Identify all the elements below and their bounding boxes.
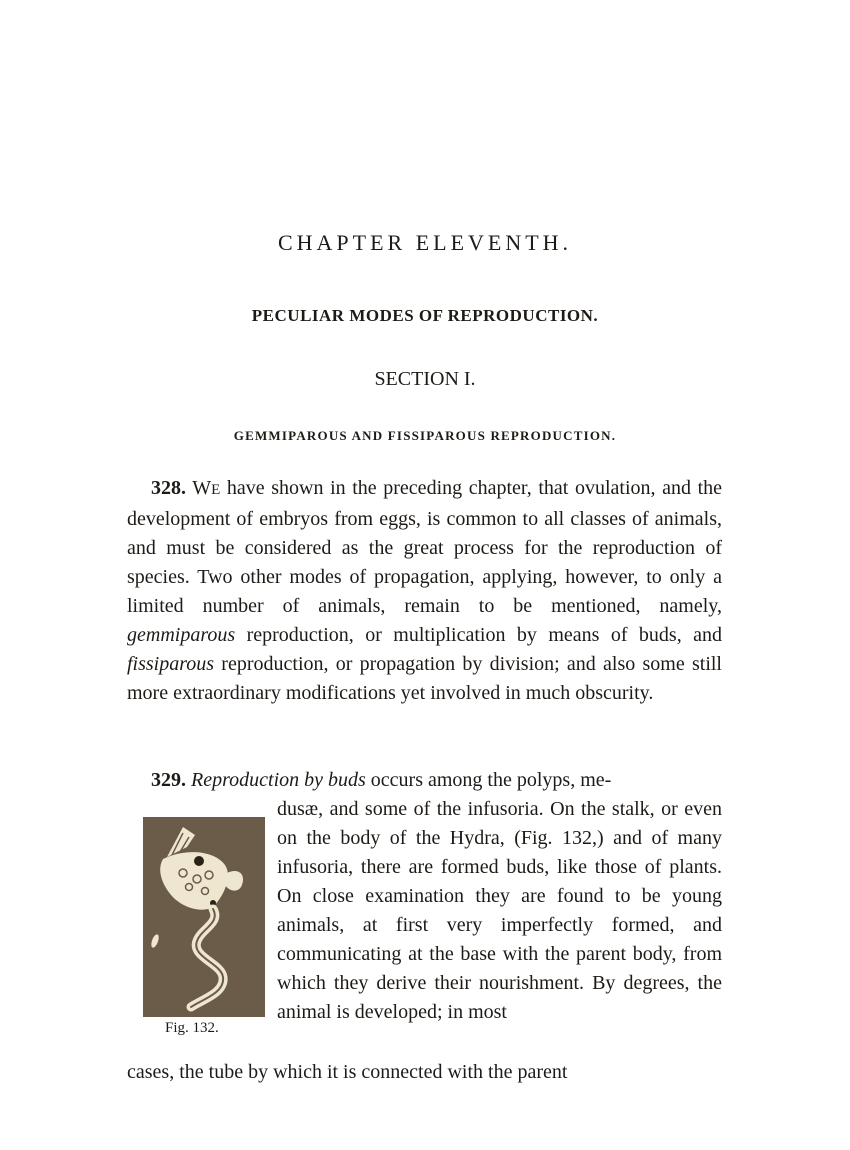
figure-caption: Fig. 132. [165,1020,219,1036]
chapter-subtitle: PECULIAR MODES OF REPRODUCTION. [251,306,599,325]
paragraph-text: occurs among the polyps, me- [365,769,612,791]
paragraph-text: have shown in the preceding chapter, that ovulation, and the development of embryos from eggs, is common to all classes of animals, and must be considered as the great process for the reproduction of species. Two other modes of propagation, applying, however, to only a limited number of animals, remain to be mentioned, namely, [127,477,723,617]
lead-small-caps: E [211,482,221,498]
hydra-illustration-icon [143,817,265,1017]
lead-cap: W [192,477,212,499]
paragraph-number: 328. [151,477,186,499]
paragraph-number: 329. [151,769,186,791]
italic-term: gemmiparous [127,624,236,646]
paragraph-329-wrapped-text: dusæ, and some of the infusoria. On the stalk, or even on the body of the Hydra, (Fig. 132,) and of many infusoria, there are formed buds, like those of plants. On close examination they are found to be young animals, at first very imperfectly formed, and communicating at the base with the parent body, from which they derive their nourishment. By degrees, the animal is developed; in most [277,798,722,1023]
paragraph-text: reproduction, or multiplication by means of buds, and [235,624,722,646]
paragraph-329-last-line: cases, the tube by which it is connected with the parent [127,1061,568,1083]
section-heading: SECTION I. [374,368,476,390]
paragraph-328 [127,474,722,708]
italic-term: Reproduction by buds [191,769,366,791]
paragraph-329-first-line [127,766,722,795]
section-subtitle: GEMMIPAROUS AND FISSIPAROUS REPRODUCTION. [233,428,617,443]
paragraph-text: reproduction, or propagation by division; and also some still more extraordinary modifications yet involved in much obscurity. [127,653,722,704]
chapter-title: CHAPTER ELEVENTH. [277,230,573,255]
italic-term: fissiparous [127,653,215,675]
